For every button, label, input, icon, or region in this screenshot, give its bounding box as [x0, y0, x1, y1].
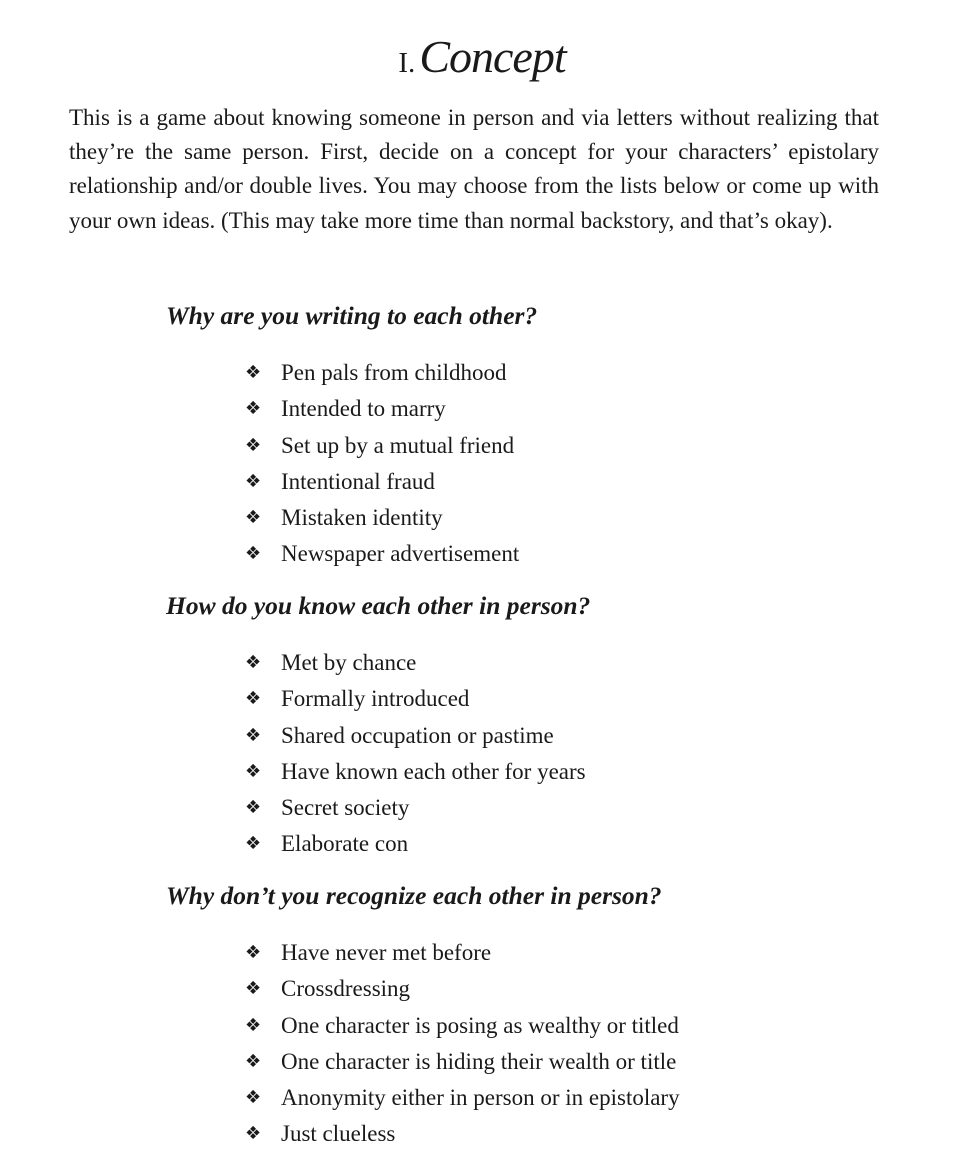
diamond-bullet-icon: ❖ [245, 1123, 262, 1145]
writing-reasons-list [245, 355, 519, 573]
list-item: ❖ Have never met before [245, 935, 680, 971]
list-item: ❖ Intentional fraud [245, 464, 519, 500]
list-item: ❖ Secret society [245, 790, 586, 826]
list-item: ❖ Set up by a mutual friend [245, 428, 519, 464]
diamond-bullet-icon: ❖ [245, 507, 262, 529]
list-item: ❖ Pen pals from childhood [245, 355, 519, 391]
list-item: ❖ One character is posing as wealthy or titled [245, 1008, 680, 1044]
list-item: ❖ Formally introduced [245, 681, 586, 717]
page-title [0, 30, 964, 83]
list-item: ❖ Newspaper advertisement [245, 536, 519, 572]
intro-paragraph: This is a game about knowing someone in person and via letters without realizing that they’re the same person. First, decide on a concept for your characters’ epistolary relationship and/or double lives. You may choose from the lists below or come up with your own ideas. (This may take more time than normal backstory, and that’s okay). [69, 105, 879, 233]
recognize-list [245, 935, 680, 1153]
list-item: ❖ Have known each other for years [245, 754, 586, 790]
section-heading-in-person: How do you know each other in person? [166, 591, 591, 620]
section-number: I. [398, 47, 416, 79]
diamond-bullet-icon: ❖ [245, 688, 262, 710]
diamond-bullet-icon: ❖ [245, 1050, 262, 1072]
list-item: ❖ Anonymity either in person or in epistolary [245, 1080, 680, 1116]
diamond-bullet-icon: ❖ [245, 434, 262, 456]
list-item: ❖ Met by chance [245, 645, 586, 681]
diamond-bullet-icon: ❖ [245, 652, 262, 673]
section-heading-writing: Why are you writing to each other? [166, 301, 538, 330]
diamond-bullet-icon: ❖ [245, 362, 262, 383]
diamond-bullet-icon: ❖ [245, 1014, 262, 1036]
diamond-bullet-icon: ❖ [245, 978, 262, 1000]
list-item: ❖ Just clueless [245, 1116, 680, 1152]
section-heading-recognize: Why don’t you recognize each other in person? [166, 881, 662, 910]
in-person-list [245, 645, 586, 863]
diamond-bullet-icon: ❖ [245, 398, 262, 420]
diamond-bullet-icon: ❖ [245, 543, 262, 565]
diamond-bullet-icon: ❖ [245, 760, 262, 782]
diamond-bullet-icon: ❖ [245, 724, 262, 746]
diamond-bullet-icon: ❖ [245, 1087, 262, 1109]
diamond-bullet-icon: ❖ [245, 797, 262, 819]
list-item: ❖ Shared occupation or pastime [245, 718, 586, 754]
list-item: ❖ Elaborate con [245, 826, 586, 862]
list-item: ❖ Mistaken identity [245, 500, 519, 536]
section-title-word: Concept [419, 31, 566, 82]
list-item: ❖ Intended to marry [245, 391, 519, 427]
diamond-bullet-icon: ❖ [245, 833, 262, 855]
list-item: ❖ One character is hiding their wealth or title [245, 1044, 680, 1080]
diamond-bullet-icon: ❖ [245, 942, 262, 963]
list-item: ❖ Crossdressing [245, 971, 680, 1007]
diamond-bullet-icon: ❖ [245, 470, 262, 492]
